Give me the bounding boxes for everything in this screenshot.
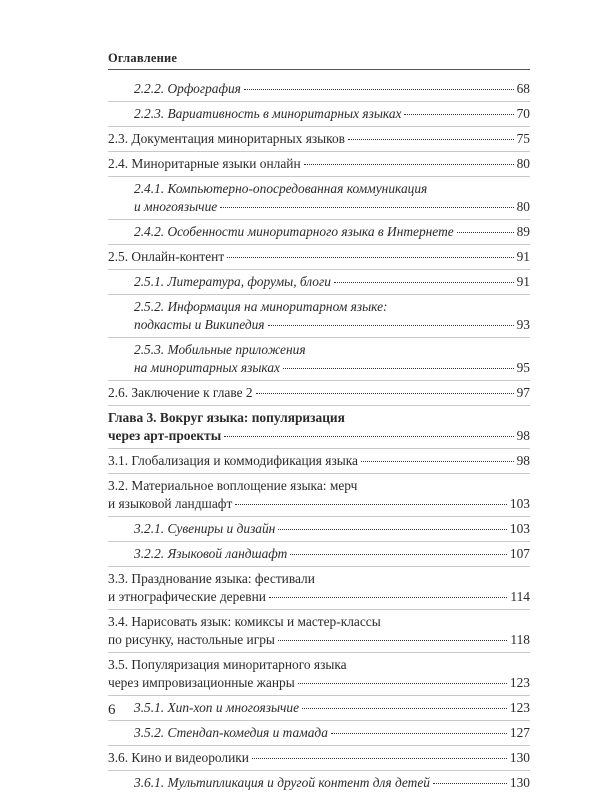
dot-leader — [331, 733, 507, 734]
toc-entry-text: через импровизационные жанры — [108, 675, 295, 690]
toc-entry-text: 3.5. Популяризация миноритарного языка — [108, 657, 347, 672]
toc-page-number: 80 — [516, 156, 530, 171]
toc-entry[interactable] — [108, 180, 530, 220]
dot-leader — [457, 232, 514, 233]
toc-page-number: 130 — [509, 750, 530, 765]
toc-entry[interactable] — [108, 130, 530, 152]
dot-leader — [304, 164, 514, 165]
dot-leader — [361, 461, 514, 462]
toc-page-number: 103 — [509, 521, 530, 536]
toc-entry[interactable] — [108, 749, 530, 771]
toc-entry[interactable] — [108, 105, 530, 127]
toc-page-number: 123 — [509, 700, 530, 715]
toc-page-number: 123 — [509, 675, 530, 690]
toc-entry[interactable] — [108, 570, 530, 610]
toc-page-number: 103 — [509, 496, 530, 511]
toc-page-number: 114 — [510, 589, 530, 604]
toc-entry-text: 2.2.3. Вариативность в миноритарных языках — [134, 106, 402, 121]
toc-entry-text: 2.4.2. Особенности миноритарного языка в Интернете — [134, 224, 454, 239]
toc-page-number: 89 — [516, 224, 530, 239]
dot-leader — [348, 139, 514, 140]
toc-page-number: 95 — [516, 360, 530, 375]
toc-entry[interactable] — [108, 384, 530, 406]
toc-entry[interactable] — [108, 298, 530, 338]
dot-leader — [252, 758, 507, 759]
toc-page-number: 70 — [516, 106, 530, 121]
toc-entry-text: и этнографические деревни — [108, 589, 266, 604]
toc-entry-text: 2.3. Документация миноритарных языков — [108, 131, 345, 146]
dot-leader — [404, 114, 513, 115]
toc-page-number: 97 — [516, 385, 530, 400]
dot-leader — [244, 89, 514, 90]
toc-entry[interactable] — [108, 273, 530, 295]
dot-leader — [227, 257, 513, 258]
toc-entry-text: Глава 3. Вокруг языка: популяризация — [108, 410, 345, 425]
toc-entry-text: подкасты и Википедия — [134, 317, 265, 332]
toc-page-number: 93 — [516, 317, 530, 332]
toc-entry-text: 2.4. Миноритарные языки онлайн — [108, 156, 301, 171]
page-number: 6 — [108, 702, 116, 718]
toc-entry-text: 3.3. Празднование языка: фестивали — [108, 571, 315, 586]
toc-entry-text: на миноритарных языках — [134, 360, 280, 375]
header-rule — [108, 69, 530, 70]
dot-leader — [433, 783, 507, 784]
toc-entry[interactable] — [108, 223, 530, 245]
toc-page-number: 130 — [509, 775, 530, 790]
toc-page-number: 75 — [516, 131, 530, 146]
toc-page-number: 118 — [510, 632, 530, 647]
dot-leader — [224, 436, 513, 437]
toc-entry[interactable] — [108, 774, 530, 795]
toc-entry[interactable] — [108, 409, 530, 449]
toc-page-number: 98 — [516, 453, 530, 468]
dot-leader — [269, 597, 507, 598]
toc-entry-text: 3.2. Материальное воплощение языка: мерч — [108, 478, 358, 493]
toc-entry-text: 2.4.1. Компьютерно-опосредованная коммуникация — [134, 181, 428, 196]
dot-leader — [290, 554, 507, 555]
toc-entry[interactable] — [108, 656, 530, 696]
toc-entry[interactable] — [108, 613, 530, 653]
toc-page-number: 91 — [516, 249, 530, 264]
dot-leader — [220, 207, 513, 208]
dot-leader — [283, 368, 514, 369]
toc-entry[interactable] — [108, 477, 530, 517]
dot-leader — [298, 683, 507, 684]
toc-entry-text: 3.2.2. Языковой ландшафт — [134, 546, 288, 561]
toc-entry[interactable] — [108, 452, 530, 474]
dot-leader — [302, 708, 507, 709]
toc-entry[interactable] — [108, 699, 530, 721]
toc-page-number: 91 — [516, 274, 530, 289]
toc-entry-text: и многоязычие — [134, 199, 218, 214]
toc-entry-text: 2.5.2. Информация на миноритарном языке: — [134, 299, 388, 314]
toc-entry[interactable] — [108, 248, 530, 270]
toc-entry-text: 3.6. Кино и видеоролики — [108, 750, 249, 765]
dot-leader — [278, 640, 508, 641]
toc-entry[interactable] — [108, 724, 530, 746]
toc-entry-text: 2.2.2. Орфография — [134, 81, 241, 96]
table-of-contents — [108, 80, 530, 798]
dot-leader — [268, 325, 514, 326]
running-header: Оглавление — [108, 51, 178, 65]
dot-leader — [256, 393, 514, 394]
toc-entry[interactable] — [108, 545, 530, 567]
toc-entry-text: 3.5.2. Стендап-комедия и тамада — [134, 725, 328, 740]
toc-entry-text: 2.5. Онлайн-контент — [108, 249, 225, 264]
toc-entry-text: 3.5.1. Хип-хоп и многоязычие — [134, 700, 300, 715]
toc-entry[interactable] — [108, 520, 530, 542]
toc-entry-text: 2.5.1. Литература, форумы, блоги — [134, 274, 331, 289]
toc-page-number: 107 — [509, 546, 530, 561]
toc-entry[interactable] — [108, 80, 530, 102]
toc-entry-text: 3.6.1. Мультипликация и другой контент для детей — [134, 775, 430, 790]
toc-entry-text: 3.4. Нарисовать язык: комиксы и мастер-классы — [108, 614, 381, 629]
dot-leader — [334, 282, 514, 283]
toc-entry-text: 2.5.3. Мобильные приложения — [134, 342, 306, 357]
toc-entry-text: 3.2.1. Сувениры и дизайн — [134, 521, 276, 536]
toc-entry-text: через арт-проекты — [108, 428, 222, 443]
toc-page-number: 127 — [509, 725, 530, 740]
toc-entry[interactable] — [108, 341, 530, 381]
dot-leader — [235, 504, 507, 505]
toc-page-number: 68 — [516, 81, 530, 96]
toc-page-number: 98 — [516, 428, 530, 443]
toc-entry-text: по рисунку, настольные игры — [108, 632, 275, 647]
toc-entry-text: и языковой ландшафт — [108, 496, 233, 511]
toc-page-number: 80 — [516, 199, 530, 214]
dot-leader — [278, 529, 507, 530]
toc-entry-text: 2.6. Заключение к главе 2 — [108, 385, 253, 400]
toc-entry-text: 3.1. Глобализация и коммодификация языка — [108, 453, 358, 468]
toc-entry[interactable] — [108, 155, 530, 177]
